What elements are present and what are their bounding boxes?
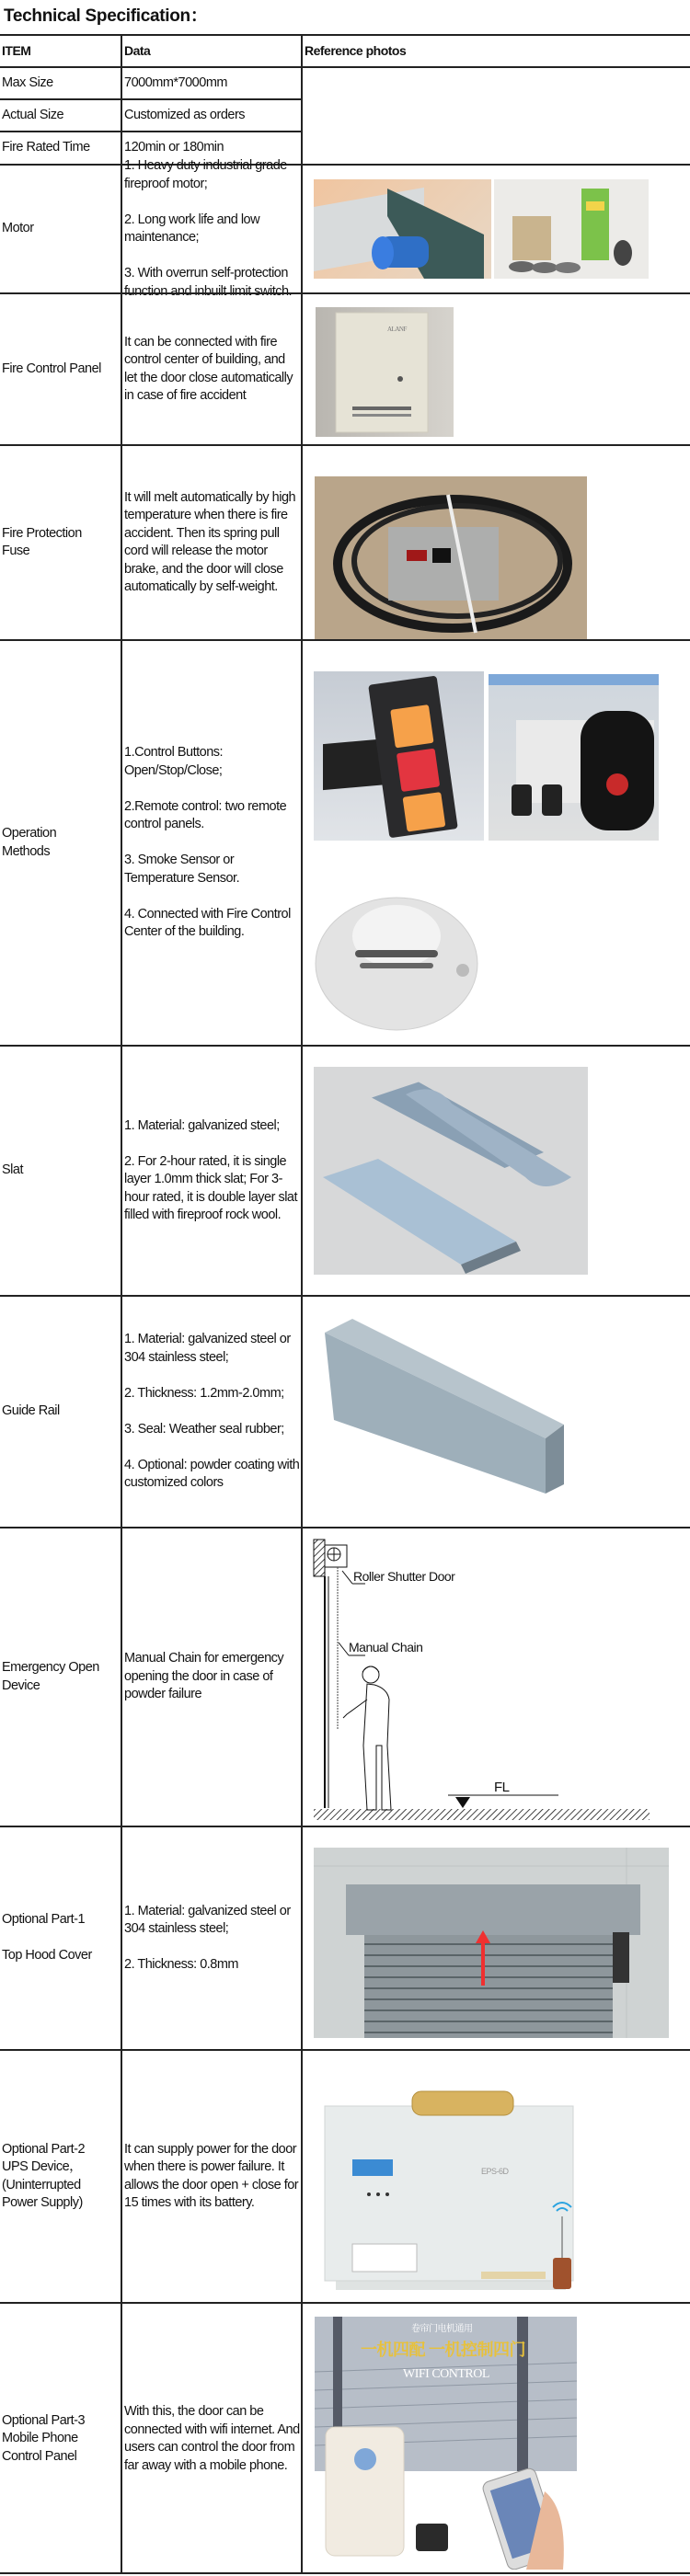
wifi-control-label: WIFI CONTROL	[403, 2367, 489, 2381]
table-row	[0, 1295, 690, 1527]
item-label	[0, 2051, 121, 2302]
item-line: UPS Device，	[2, 2159, 83, 2174]
motor-kit-photo	[494, 179, 649, 279]
photos-cell	[301, 641, 690, 1045]
ups-device-photo	[316, 2078, 610, 2299]
data-line: 1.Control Buttons: Open/Stop/Close;	[124, 745, 224, 778]
roller-shutter-door-label: Roller Shutter Door	[353, 1569, 455, 1584]
data-line: With this, the door can be connected with wifi internet. And users can control the door from far away with a mobile phone.	[124, 2404, 300, 2473]
remote-control-photo	[489, 674, 659, 841]
data-line: 2. Long work life and low maintenance;	[124, 212, 260, 245]
item-line: Operation	[2, 826, 57, 841]
item-data	[121, 294, 301, 444]
button-switch-photo	[314, 671, 484, 841]
item-label	[0, 446, 121, 639]
data-line: It can supply power for the door when there is power failure. It allows the door open + close for 15 times with its battery.	[124, 2141, 299, 2210]
page-title: Technical Specification：	[4, 6, 208, 26]
table-row	[0, 2302, 690, 2574]
banner-top-text: 卷帘门电机通用	[411, 2324, 473, 2334]
fuse-with-cord-photo	[315, 476, 587, 640]
floor-level-label: FL	[494, 1780, 510, 1795]
item-data: Customized as orders	[121, 100, 301, 131]
item-line: Fire Protection	[2, 525, 82, 541]
svg-text:ALANF: ALANF	[387, 326, 407, 333]
data-line: 1. Material: galvanized steel or 304 stainless steel;	[124, 1332, 291, 1365]
item-data	[121, 1528, 301, 1826]
item-label	[0, 1528, 121, 1826]
table-row	[0, 158, 690, 299]
data-line: 1. Material: galvanized steel;	[124, 1117, 280, 1133]
header-item: ITEM	[2, 42, 31, 58]
data-line: 2. Thickness: 0.8mm	[124, 1957, 239, 1972]
data-line: 1. Material: galvanized steel or 304 stainless steel;	[124, 1903, 291, 1936]
item-line: Emergency Open	[2, 1660, 99, 1675]
item-label: Slat	[2, 1162, 23, 1178]
data-line: Manual Chain for emergency opening the door in case of powder failure	[124, 1651, 284, 1702]
photos-cell	[301, 2304, 690, 2574]
data-line: 2. For 2-hour rated, it is single layer 1.0mm thick slat; For 3-hour rated, it is double layer slat filled with fireproof rock wool.	[124, 1153, 298, 1222]
item-line: Power Supply)	[2, 2195, 83, 2210]
item-line: Top Hood Cover	[2, 1948, 92, 1963]
data-line: 3. Seal: Weather seal rubber;	[124, 1421, 284, 1437]
item-line: Fuse	[2, 544, 30, 558]
table-row	[0, 98, 301, 131]
item-line: Mobile Phone	[2, 2431, 78, 2446]
table-row	[0, 1527, 690, 1826]
table-row	[0, 1045, 690, 1295]
ups-model-label: EPS-6D	[481, 2167, 509, 2176]
smoke-detector-photo	[314, 886, 489, 1033]
table-bottom-border	[0, 2572, 690, 2574]
photos-cell	[301, 1528, 690, 1826]
manual-chain-label: Manual Chain	[349, 1640, 423, 1654]
item-line: Methods	[2, 843, 51, 859]
top-hood-cover-photo	[314, 1848, 669, 2038]
data-line: It will melt automatically by high temperature when there is fire accident. Then its spring pull cord will release the motor brake, and the door will close automatically by self-weight.	[124, 489, 296, 594]
fire-control-panel-box-photo	[316, 307, 454, 437]
table-row	[0, 1826, 690, 2049]
photos-cell	[301, 446, 690, 639]
photos-cell	[301, 2051, 690, 2302]
item-data: 7000mm*7000mm	[121, 68, 301, 98]
item-label	[0, 1827, 121, 2049]
item-label: Guide Rail	[2, 1403, 60, 1419]
header-data: Data	[121, 36, 301, 66]
photos-cell	[301, 1827, 690, 2049]
table-row	[0, 444, 690, 639]
item-data	[121, 1827, 301, 2049]
item-label: Fire Control Panel	[2, 361, 101, 376]
table-header-row	[0, 34, 690, 66]
table-row	[0, 2049, 690, 2302]
item-data	[121, 641, 301, 1045]
guide-rail-photo	[316, 1310, 564, 1494]
photos-cell	[301, 166, 690, 292]
slat-profiles-photo	[314, 1067, 588, 1275]
table-row	[0, 639, 690, 1045]
photos-cell-empty	[301, 68, 690, 164]
item-data	[121, 446, 301, 639]
item-line: (Uninterrupted	[2, 2177, 81, 2192]
data-line: 2. Thickness: 1.2mm-2.0mm;	[124, 1385, 284, 1401]
data-line: 2.Remote control: two remote control panels.	[124, 798, 287, 832]
item-line: Optional Part-1	[2, 1912, 86, 1928]
manual-chain-diagram	[310, 1534, 660, 1824]
item-data	[121, 2304, 301, 2574]
item-data: 120min or 180min	[121, 132, 301, 164]
item-data	[121, 2051, 301, 2302]
photos-cell	[301, 294, 690, 444]
item-label	[0, 2304, 121, 2574]
data-line: It can be connected with fire control center of building, and let the door close automatically in case of fire accident	[124, 334, 293, 403]
item-label: Motor	[2, 221, 34, 236]
item-label: Fire Rated Time	[2, 140, 90, 155]
data-line: 4. Connected with Fire Control Center of the building.	[124, 906, 291, 940]
item-data	[121, 1047, 301, 1295]
item-line: Device	[2, 1677, 40, 1693]
header-photos: Reference photos	[301, 36, 690, 66]
photos-cell	[301, 1047, 690, 1295]
item-label: Max Size	[2, 74, 53, 90]
banner-text: 一机四配 一机控制四门	[361, 2341, 525, 2359]
item-line: Optional Part-3	[2, 2412, 86, 2428]
motor-on-roller-photo	[314, 179, 491, 279]
data-line: 1. Heavy duty industrial grade fireproof motor;	[124, 158, 287, 191]
item-line: Optional Part-2	[2, 2141, 86, 2157]
data-line: 3. With overrun self-protection function and inbuilt limit switch.	[124, 266, 293, 299]
photos-cell	[301, 1297, 690, 1527]
data-line: 3. Smoke Sensor or Temperature Sensor.	[124, 853, 240, 886]
item-line: Control Panel	[2, 2448, 77, 2464]
data-line: 4. Optional: powder coating with customized colors	[124, 1457, 300, 1491]
item-label	[0, 641, 121, 1045]
table-row	[0, 292, 690, 444]
item-data	[121, 158, 301, 299]
item-data	[121, 1297, 301, 1527]
item-label: Actual Size	[2, 107, 64, 122]
wifi-control-photo	[315, 2317, 577, 2570]
